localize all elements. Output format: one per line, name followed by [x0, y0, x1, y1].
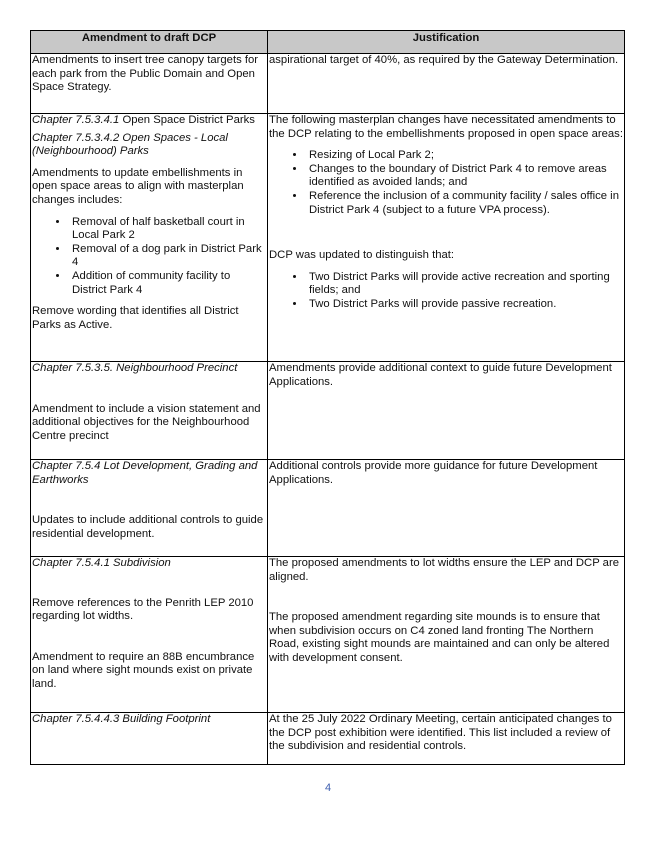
table-header-row [31, 31, 625, 54]
justification-text: Additional controls provide more guidance for future Development Applications. [269, 460, 598, 486]
justification-cell [268, 362, 625, 460]
list-item: • Removal of a dog park in District Park 4 [69, 243, 266, 270]
chapter-title: Open Space District Parks [119, 114, 255, 126]
amendment-text: Amendment to require an 88B encumbrance on land where sight mounds exist on private land. [32, 650, 255, 690]
chapter-heading: Chapter 7.5.3.5. Neighbourhood Precinct [32, 362, 238, 374]
justification-cell [268, 460, 625, 557]
amendment-text: Amendments to insert tree canopy targets for each park from the Public Domain and Open Space Strategy. [32, 54, 259, 94]
table-row [31, 460, 625, 557]
list-item: • Addition of community facility to District Park 4 [69, 270, 266, 297]
chapter-heading: Chapter 7.5.4.1 Subdivision [32, 557, 171, 569]
amendment-text: Remove wording that identifies all District Parks as Active. [32, 305, 239, 331]
table-row [31, 362, 625, 460]
amendment-text: Amendments to update embellishments in open space areas to align with masterplan changes includes: [32, 166, 244, 206]
amendment-text: Amendment to include a vision statement and additional objectives for the Neighbourhood Centre precinct [32, 402, 261, 442]
amendment-cell [31, 460, 268, 557]
justification-text: DCP was updated to distinguish that: [269, 249, 455, 262]
justification-text: The proposed amendment regarding site mounds is to ensure that when subdivision occurs on C4 zoned land fronting The Northern Road, existing sight mounds are maintained and can only be altered with development consent. [269, 611, 610, 664]
justification-list [269, 149, 623, 217]
amendments-table [30, 30, 625, 765]
table-row [31, 713, 625, 765]
justification-cell [268, 557, 625, 713]
amendment-text: Remove references to the Penrith LEP 2010 regarding lot widths. [32, 596, 254, 623]
chapter-heading [32, 114, 266, 128]
justification-cell [268, 54, 625, 114]
justification-cell [268, 114, 625, 362]
chapter-number: Chapter 7.5.3.4.1 [32, 114, 120, 126]
header-justification: Justification [268, 31, 625, 54]
list-item: • Two District Parks will provide passive recreation. [306, 298, 623, 312]
table-row [31, 557, 625, 713]
amendment-cell [31, 362, 268, 460]
list-item: • Reference the inclusion of a community facility / sales office in District Park 4 (subject to a future VPA process). [306, 190, 623, 217]
list-item: • Changes to the boundary of District Park 4 to remove areas identified as avoided lands; and [306, 163, 623, 190]
amendment-cell [31, 557, 268, 713]
amendment-list [32, 216, 266, 298]
amendment-text: Updates to include additional controls to guide residential development. [32, 514, 264, 540]
amendment-cell [31, 114, 268, 362]
justification-cell [268, 713, 625, 765]
amendment-cell [31, 713, 268, 765]
justification-text: aspirational target of 40%, as required by the Gateway Determination. [269, 54, 619, 66]
table-row [31, 54, 625, 114]
chapter-heading: Chapter 7.5.4 Lot Development, Grading and Earthworks [32, 460, 258, 486]
chapter-heading: Chapter 7.5.4.4.3 Building Footprint [32, 713, 211, 725]
page-number: 4 [324, 782, 332, 794]
table-row [31, 114, 625, 362]
header-amendment: Amendment to draft DCP [31, 31, 268, 54]
chapter-heading: Chapter 7.5.3.4.2 Open Spaces - Local (Neighbourhood) Parks [32, 131, 228, 158]
list-item: • Two District Parks will provide active recreation and sporting fields; and [306, 271, 623, 298]
justification-list [269, 271, 623, 312]
list-item: • Resizing of Local Park 2; [306, 149, 623, 163]
justification-text: The following masterplan changes have necessitated amendments to the DCP relating to the embellishments proposed in open space areas: [269, 114, 623, 140]
amendment-cell [31, 54, 268, 114]
list-item: • Removal of half basketball court in Local Park 2 [69, 216, 266, 243]
justification-text: At the 25 July 2022 Ordinary Meeting, certain anticipated changes to the DCP post exhibition were identified. This list included a review of the subdivision and residential controls. [269, 713, 612, 753]
justification-text: Amendments provide additional context to guide future Development Applications. [269, 362, 612, 388]
justification-text: The proposed amendments to lot widths ensure the LEP and DCP are aligned. [269, 557, 619, 583]
